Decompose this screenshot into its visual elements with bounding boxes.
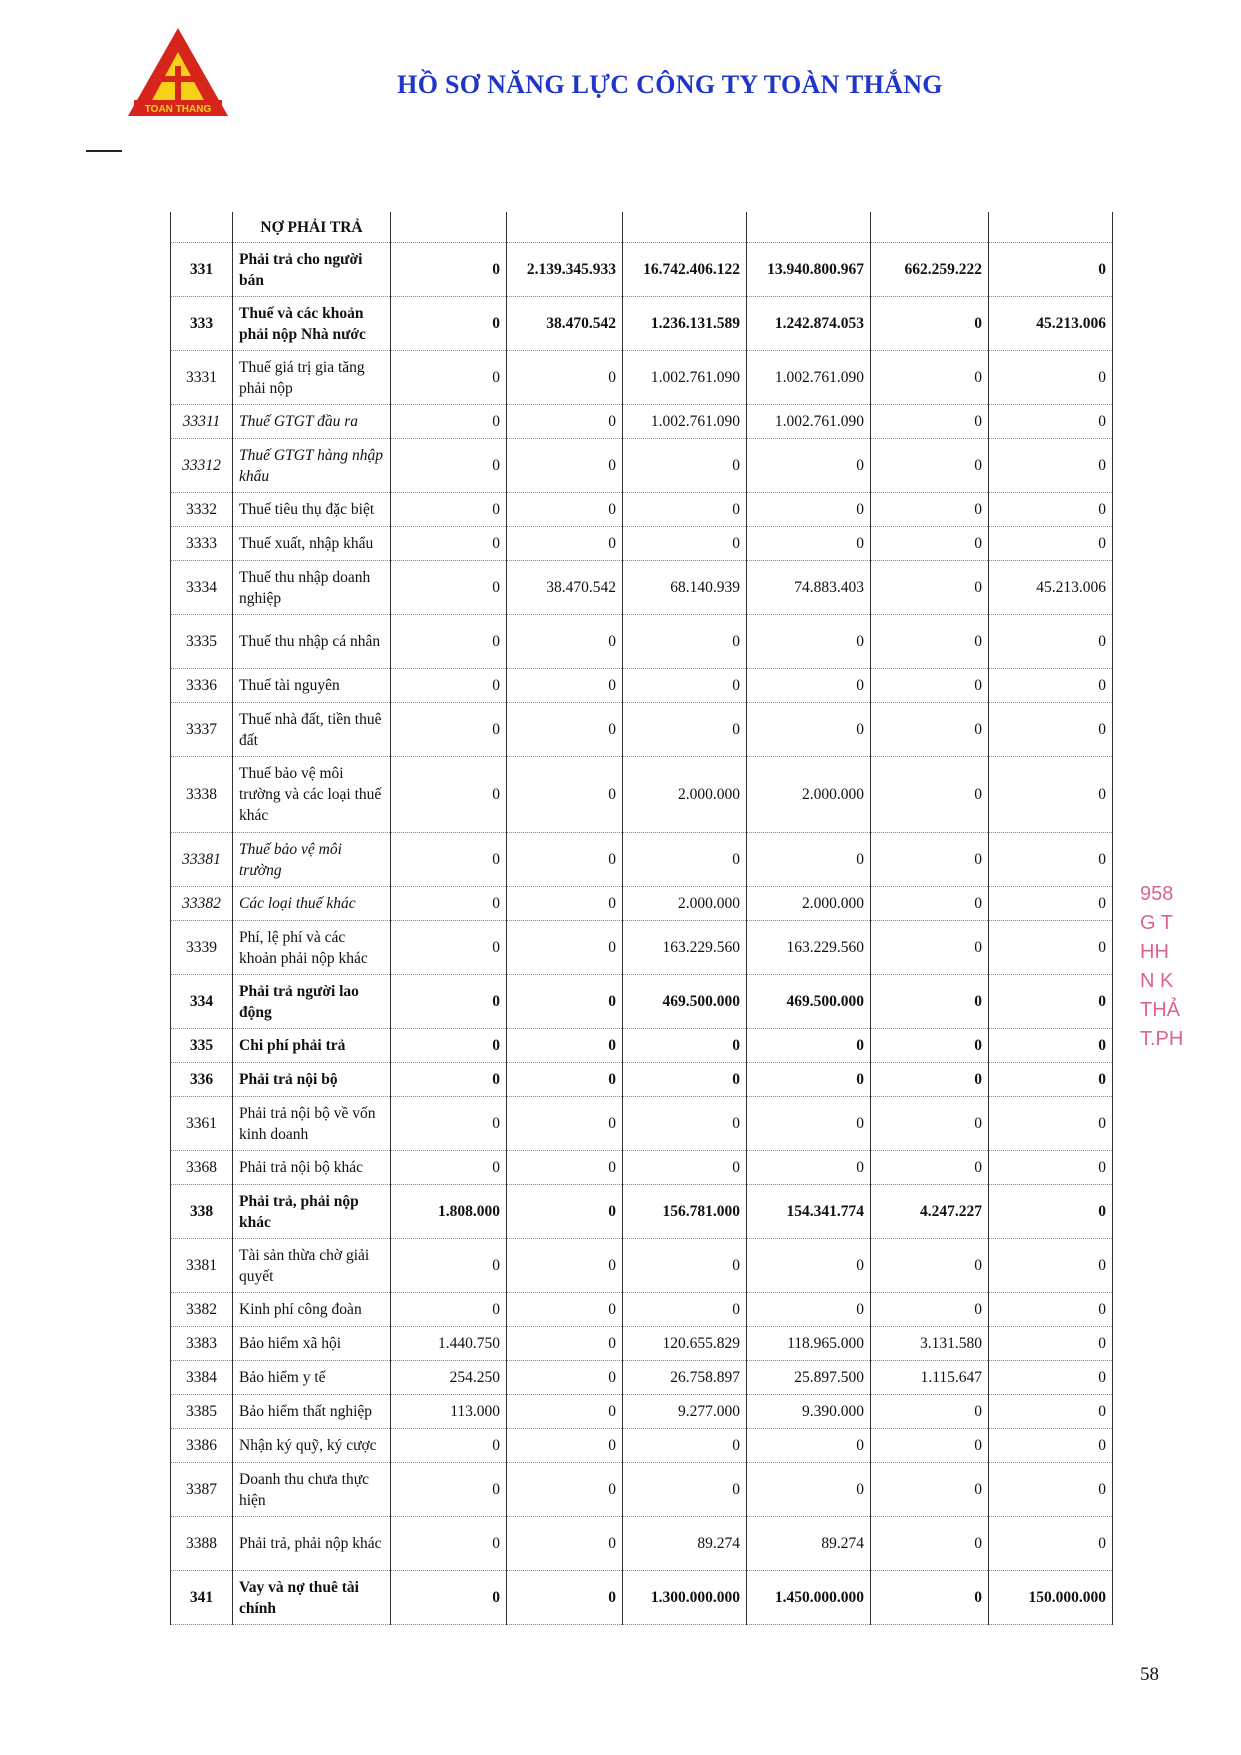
table-row [171,757,1113,833]
value-cell: 0 [747,833,871,887]
value-cell: 89.274 [747,1517,871,1571]
table-row [171,1571,1113,1625]
value-cell: 0 [391,921,507,975]
value-cell: 254.250 [391,1361,507,1395]
value-cell: 0 [623,439,747,493]
table-row [171,1327,1113,1361]
value-cell: 0 [507,887,623,921]
value-cell: 0 [989,1429,1113,1463]
value-cell: 0 [391,615,507,669]
value-cell: 0 [747,439,871,493]
account-code: 3381 [171,1239,233,1293]
table-row [171,493,1113,527]
account-code: 33382 [171,887,233,921]
liabilities-table [170,212,1113,1625]
value-cell: 0 [391,1517,507,1571]
account-name: Phải trả, phải nộp khác [233,1185,391,1239]
value-cell: 9.390.000 [747,1395,871,1429]
value-cell: 0 [623,1063,747,1097]
table-row [171,1029,1113,1063]
table-row [171,561,1113,615]
value-cell: 1.242.874.053 [747,297,871,351]
value-cell: 0 [747,615,871,669]
value-cell: 0 [623,833,747,887]
account-code: 3386 [171,1429,233,1463]
table-row [171,243,1113,297]
value-cell: 0 [507,439,623,493]
value-cell: 0 [989,1517,1113,1571]
value-cell: 1.002.761.090 [747,351,871,405]
value-cell: 0 [989,493,1113,527]
value-cell: 0 [391,1429,507,1463]
value-cell: 0 [871,439,989,493]
value-cell: 0 [871,1571,989,1625]
value-cell: 1.440.750 [391,1327,507,1361]
value-cell: 0 [871,1239,989,1293]
value-cell: 0 [871,833,989,887]
divider-dash [86,150,122,152]
value-cell: 0 [747,1097,871,1151]
table-row [171,1097,1113,1151]
value-cell: 0 [391,1571,507,1625]
stamp-text: THẢ [1140,999,1180,1021]
value-cell: 0 [871,615,989,669]
value-cell: 156.781.000 [623,1185,747,1239]
account-name: Thuế thu nhập cá nhân [233,615,391,669]
account-name: Thuế thu nhập doanh nghiệp [233,561,391,615]
value-cell: 0 [989,887,1113,921]
value-cell: 0 [871,561,989,615]
section-header-row [171,212,1113,243]
account-code: 3333 [171,527,233,561]
value-cell: 0 [391,351,507,405]
value-cell: 0 [871,1293,989,1327]
account-name: Chi phí phải trả [233,1029,391,1063]
value-cell: 163.229.560 [747,921,871,975]
value-cell: 0 [623,1097,747,1151]
value-cell: 0 [989,1239,1113,1293]
value-cell: 0 [391,975,507,1029]
value-cell: 0 [623,1463,747,1517]
value-cell: 154.341.774 [747,1185,871,1239]
account-code: 3339 [171,921,233,975]
value-cell: 0 [989,1293,1113,1327]
value-cell: 0 [989,1463,1113,1517]
value-cell: 0 [871,975,989,1029]
account-code: 333 [171,297,233,351]
stamp-text: N K [1140,970,1174,992]
value-cell: 0 [747,1239,871,1293]
value-cell: 0 [391,703,507,757]
table-row [171,1517,1113,1571]
value-cell: 0 [507,1293,623,1327]
account-name: Phải trả nội bộ [233,1063,391,1097]
value-cell: 0 [391,1463,507,1517]
value-cell: 2.000.000 [747,757,871,833]
value-cell: 45.213.006 [989,297,1113,351]
value-cell: 0 [507,669,623,703]
value-cell: 0 [623,1429,747,1463]
stamp-text: 958 [1140,883,1174,905]
table-row [171,1063,1113,1097]
table-row [171,703,1113,757]
value-cell: 2.000.000 [747,887,871,921]
value-cell: 0 [871,757,989,833]
value-cell: 2.139.345.933 [507,243,623,297]
account-name: Thuế nhà đất, tiền thuê đất [233,703,391,757]
value-cell: 0 [623,1151,747,1185]
value-cell: 1.808.000 [391,1185,507,1239]
account-name: Bảo hiểm thất nghiệp [233,1395,391,1429]
value-cell: 0 [391,439,507,493]
stamp-text: G T [1140,912,1173,934]
value-cell: 38.470.542 [507,561,623,615]
table-row [171,1185,1113,1239]
value-cell: 13.940.800.967 [747,243,871,297]
document-title: HỒ SƠ NĂNG LỰC CÔNG TY TOÀN THẮNG [397,70,943,99]
value-cell: 0 [391,243,507,297]
company-logo [124,26,232,120]
account-name: Bảo hiểm xã hội [233,1327,391,1361]
account-code: 3385 [171,1395,233,1429]
value-cell: 0 [507,527,623,561]
value-cell: 0 [623,703,747,757]
section-heading: NỢ PHẢI TRẢ [233,212,391,243]
account-code: 341 [171,1571,233,1625]
account-name: Phải trả cho người bán [233,243,391,297]
value-cell: 0 [871,1097,989,1151]
account-name: Thuế GTGT hàng nhập khẩu [233,439,391,493]
account-code: 3384 [171,1361,233,1395]
account-code: 33381 [171,833,233,887]
value-cell: 45.213.006 [989,561,1113,615]
value-cell: 1.002.761.090 [747,405,871,439]
value-cell: 0 [391,1063,507,1097]
value-cell: 0 [507,1327,623,1361]
value-cell: 163.229.560 [623,921,747,975]
value-cell: 1.115.647 [871,1361,989,1395]
table-row [171,1239,1113,1293]
value-cell: 4.247.227 [871,1185,989,1239]
value-cell: 0 [989,703,1113,757]
account-code: 3332 [171,493,233,527]
value-cell: 0 [507,1151,623,1185]
value-cell: 0 [747,527,871,561]
value-cell: 0 [989,439,1113,493]
value-cell: 0 [623,615,747,669]
account-code: 335 [171,1029,233,1063]
account-name: Phải trả người lao động [233,975,391,1029]
value-cell: 0 [871,493,989,527]
account-code: 334 [171,975,233,1029]
table-row [171,1463,1113,1517]
account-code: 3388 [171,1517,233,1571]
value-cell: 0 [871,703,989,757]
account-name: Vay và nợ thuê tài chính [233,1571,391,1625]
value-cell: 1.236.131.589 [623,297,747,351]
account-code: 336 [171,1063,233,1097]
value-cell: 0 [989,1327,1113,1361]
value-cell: 0 [871,1029,989,1063]
value-cell: 0 [871,1063,989,1097]
value-cell: 0 [989,757,1113,833]
value-cell: 0 [507,1571,623,1625]
value-cell: 0 [507,1361,623,1395]
value-cell: 1.300.000.000 [623,1571,747,1625]
value-cell: 0 [871,921,989,975]
table-row [171,297,1113,351]
account-name: Các loại thuế khác [233,887,391,921]
value-cell: 0 [623,1293,747,1327]
account-code: 33312 [171,439,233,493]
table-row [171,1429,1113,1463]
table-row [171,669,1113,703]
account-name: Phải trả nội bộ khác [233,1151,391,1185]
account-name: Phí, lệ phí và các khoản phải nộp khác [233,921,391,975]
value-cell: 0 [747,669,871,703]
table-row [171,527,1113,561]
value-cell: 0 [623,493,747,527]
account-code: 3334 [171,561,233,615]
value-cell: 1.450.000.000 [747,1571,871,1625]
value-cell: 0 [989,527,1113,561]
value-cell: 0 [507,1185,623,1239]
table-row [171,405,1113,439]
value-cell: 0 [391,887,507,921]
value-cell: 0 [391,405,507,439]
value-cell: 0 [747,703,871,757]
value-cell: 0 [391,493,507,527]
account-name: Phải trả nội bộ về vốn kinh doanh [233,1097,391,1151]
account-name: Thuế và các khoản phải nộp Nhà nước [233,297,391,351]
table-row [171,1395,1113,1429]
value-cell: 0 [507,975,623,1029]
account-name: Thuế GTGT đầu ra [233,405,391,439]
value-cell: 68.140.939 [623,561,747,615]
value-cell: 25.897.500 [747,1361,871,1395]
value-cell: 0 [391,1293,507,1327]
account-code: 3335 [171,615,233,669]
account-code: 3387 [171,1463,233,1517]
value-cell: 0 [747,1029,871,1063]
value-cell: 0 [989,1395,1113,1429]
table-row [171,615,1113,669]
value-cell: 0 [989,833,1113,887]
value-cell: 0 [507,493,623,527]
account-code: 3361 [171,1097,233,1151]
table-body [171,212,1113,1625]
value-cell: 0 [871,405,989,439]
account-name: Nhận ký quỹ, ký cược [233,1429,391,1463]
value-cell: 0 [989,1361,1113,1395]
value-cell: 0 [989,921,1113,975]
account-name: Thuế tài nguyên [233,669,391,703]
value-cell: 0 [623,669,747,703]
value-cell: 0 [989,669,1113,703]
value-cell: 0 [391,527,507,561]
value-cell: 26.758.897 [623,1361,747,1395]
value-cell: 113.000 [391,1395,507,1429]
value-cell: 0 [747,1063,871,1097]
value-cell: 120.655.829 [623,1327,747,1361]
value-cell: 0 [507,1097,623,1151]
table-row [171,351,1113,405]
value-cell: 0 [747,493,871,527]
value-cell: 0 [623,527,747,561]
value-cell: 0 [871,1429,989,1463]
account-name: Thuế giá trị gia tăng phải nộp [233,351,391,405]
value-cell: 74.883.403 [747,561,871,615]
table-row [171,975,1113,1029]
value-cell: 0 [747,1429,871,1463]
account-code: 3382 [171,1293,233,1327]
account-name: Tài sản thừa chờ giải quyết [233,1239,391,1293]
value-cell: 0 [507,703,623,757]
value-cell: 0 [989,1185,1113,1239]
account-code: 33311 [171,405,233,439]
value-cell: 0 [871,297,989,351]
value-cell: 0 [747,1293,871,1327]
account-name: Thuế bảo vệ môi trường [233,833,391,887]
value-cell: 0 [871,1463,989,1517]
value-cell: 89.274 [623,1517,747,1571]
value-cell: 0 [391,561,507,615]
value-cell: 662.259.222 [871,243,989,297]
account-name: Thuế tiêu thụ đặc biệt [233,493,391,527]
value-cell: 0 [989,1063,1113,1097]
account-code: 3336 [171,669,233,703]
value-cell: 0 [623,1029,747,1063]
table-row [171,887,1113,921]
account-name: Doanh thu chưa thực hiện [233,1463,391,1517]
account-name: Bảo hiểm y tế [233,1361,391,1395]
value-cell: 0 [507,1239,623,1293]
value-cell: 469.500.000 [623,975,747,1029]
table-row [171,439,1113,493]
account-name: Kinh phí công đoàn [233,1293,391,1327]
value-cell: 0 [507,1395,623,1429]
value-cell: 1.002.761.090 [623,405,747,439]
value-cell: 0 [871,1151,989,1185]
value-cell: 38.470.542 [507,297,623,351]
value-cell: 0 [507,351,623,405]
value-cell: 0 [871,1517,989,1571]
value-cell: 0 [391,1097,507,1151]
value-cell: 0 [507,1429,623,1463]
value-cell: 0 [507,1463,623,1517]
value-cell: 0 [391,757,507,833]
value-cell: 3.131.580 [871,1327,989,1361]
account-code: 3368 [171,1151,233,1185]
value-cell: 16.742.406.122 [623,243,747,297]
value-cell: 0 [989,1029,1113,1063]
value-cell: 0 [989,405,1113,439]
value-cell: 0 [989,351,1113,405]
value-cell: 0 [391,297,507,351]
value-cell: 0 [871,669,989,703]
value-cell: 0 [871,527,989,561]
logo-text: TOAN THANG [144,104,212,115]
header-code-cell [171,212,233,243]
value-cell: 2.000.000 [623,887,747,921]
value-cell: 0 [747,1151,871,1185]
value-cell: 0 [507,1029,623,1063]
stamp-text: T.PH [1140,1028,1184,1050]
value-cell: 118.965.000 [747,1327,871,1361]
account-code: 3383 [171,1327,233,1361]
table-row [171,1293,1113,1327]
account-code: 3338 [171,757,233,833]
value-cell: 2.000.000 [623,757,747,833]
value-cell: 0 [989,243,1113,297]
stamp-text: HH [1140,941,1169,963]
value-cell: 0 [871,1395,989,1429]
value-cell: 0 [989,1097,1113,1151]
value-cell: 0 [507,757,623,833]
value-cell: 0 [871,887,989,921]
page-number: 58 [1140,1664,1159,1685]
account-code: 331 [171,243,233,297]
account-code: 3331 [171,351,233,405]
account-name: Thuế bảo vệ môi trường và các loại thuế khác [233,757,391,833]
value-cell: 0 [391,833,507,887]
value-cell: 0 [989,1151,1113,1185]
account-code: 338 [171,1185,233,1239]
account-name: Thuế xuất, nhập khẩu [233,527,391,561]
value-cell: 0 [623,1239,747,1293]
table-row [171,921,1113,975]
value-cell: 1.002.761.090 [623,351,747,405]
table-row [171,833,1113,887]
value-cell: 0 [989,975,1113,1029]
value-cell: 0 [747,1463,871,1517]
value-cell: 0 [989,615,1113,669]
value-cell: 0 [507,615,623,669]
value-cell: 0 [507,405,623,439]
value-cell: 0 [391,1239,507,1293]
value-cell: 0 [391,669,507,703]
value-cell: 0 [507,1063,623,1097]
value-cell: 9.277.000 [623,1395,747,1429]
value-cell: 0 [391,1151,507,1185]
value-cell: 0 [871,351,989,405]
account-code: 3337 [171,703,233,757]
value-cell: 0 [507,921,623,975]
value-cell: 0 [391,1029,507,1063]
table-row [171,1151,1113,1185]
value-cell: 150.000.000 [989,1571,1113,1625]
stamp-fragment [1140,880,1184,1080]
value-cell: 0 [507,833,623,887]
table-row [171,1361,1113,1395]
value-cell: 0 [507,1517,623,1571]
account-name: Phải trả, phải nộp khác [233,1517,391,1571]
value-cell: 469.500.000 [747,975,871,1029]
